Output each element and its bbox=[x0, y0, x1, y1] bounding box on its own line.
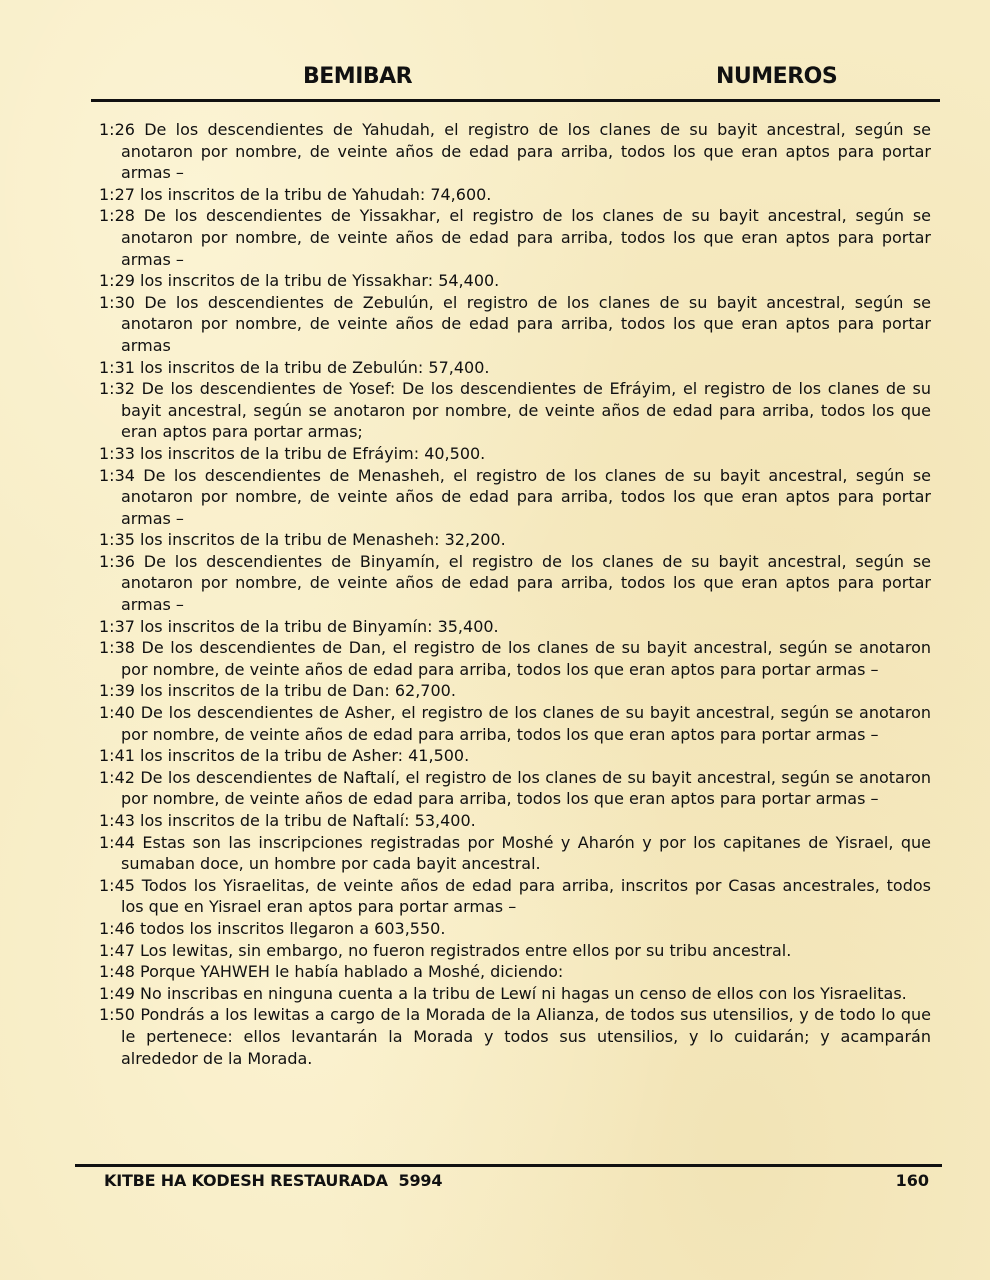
verse-1-31: 1:31 los inscritos de la tribu de Zebulún: 57,400. bbox=[99, 357, 490, 377]
verse-1-34: 1:34 De los descendientes de Menasheh, el registro de los clanes de su bayit ancestral, según se anotaron por nombre, de veinte años de edad para arriba, todos los que eran aptos para portar armas – bbox=[99, 465, 931, 528]
verse-1-39: 1:39 los inscritos de la tribu de Dan: 62,700. bbox=[99, 681, 456, 701]
verse-1-42: 1:42 De los descendientes de Naftalí, el registro de los clanes de su bayit ancestral, según se anotaron por nombre, de veinte años de edad para arriba, todos los que eran aptos para portar armas – bbox=[99, 767, 931, 809]
footer-divider bbox=[75, 1164, 942, 1167]
verse-1-30: 1:30 De los descendientes de Zebulún, el registro de los clanes de su bayit ancestral, según se anotaron por nombre, de veinte años de edad para arriba, todos los que eran aptos para portar armas bbox=[99, 292, 931, 355]
verse-1-33: 1:33 los inscritos de la tribu de Efráyim: 40,500. bbox=[99, 443, 486, 463]
verse-1-32: 1:32 De los descendientes de Yosef: De los descendientes de Efráyim, el registro de los clanes de su bayit ancestral, según se anotaron por nombre, de veinte años de edad para arriba, todos los que eran aptos para portar armas; bbox=[99, 379, 931, 442]
verse-1-35: 1:35 los inscritos de la tribu de Menasheh: 32,200. bbox=[99, 530, 506, 550]
header-divider bbox=[91, 99, 940, 102]
verse-1-27: 1:27 los inscritos de la tribu de Yahudah: 74,600. bbox=[99, 184, 492, 204]
verse-1-37: 1:37 los inscritos de la tribu de Binyamín: 35,400. bbox=[99, 616, 499, 636]
verse-1-28: 1:28 De los descendientes de Yissakhar, el registro de los clanes de su bayit ancestral, según se anotaron por nombre, de veinte años de edad para arriba, todos los que eran aptos para portar armas – bbox=[99, 206, 931, 269]
header-book-title-spanish: NUMEROS bbox=[716, 64, 838, 89]
verse-1-44: 1:44 Estas son las inscripciones registradas por Moshé y Aharón y por los capitanes de Yisrael, que sumaban doce, un hombre por cada bayit ancestral. bbox=[99, 832, 931, 874]
page-number: 160 bbox=[895, 1171, 929, 1190]
verse-1-43: 1:43 los inscritos de la tribu de Naftalí: 53,400. bbox=[99, 811, 476, 830]
verse-1-40: 1:40 De los descendientes de Asher, el registro de los clanes de su bayit ancestral, según se anotaron por nombre, de veinte años de edad para arriba, todos los que eran aptos para portar armas – bbox=[99, 703, 931, 744]
verse-1-47: 1:47 Los lewitas, sin embargo, no fueron registrados entre ellos por su tribu ancestral. bbox=[99, 940, 792, 960]
verse-1-50: 1:50 Pondrás a los lewitas a cargo de la Morada de la Alianza, de todos sus utensilios, y de todo lo que le pertenece: ellos levantarán la Morada y todos sus utensilios, y lo cuidarán; y acamparán alrededor de la Morada. bbox=[99, 1005, 931, 1068]
header-book-title: BEMIBAR bbox=[303, 64, 413, 89]
verse-list bbox=[99, 119, 931, 1069]
verse-1-38: 1:38 De los descendientes de Dan, el registro de los clanes de su bayit ancestral, según se anotaron por nombre, de veinte años de edad para arriba, todos los que eran aptos para portar armas – bbox=[99, 638, 931, 679]
verse-1-46: 1:46 todos los inscritos llegaron a 603,550. bbox=[99, 918, 446, 938]
verse-1-48: 1:48 Porque YAHWEH le había hablado a Moshé, diciendo: bbox=[99, 962, 564, 982]
verse-1-29: 1:29 los inscritos de la tribu de Yissakhar: 54,400. bbox=[99, 271, 500, 291]
footer-book-title: KITBE HA KODESH RESTAURADA 5994 bbox=[104, 1171, 443, 1190]
verse-1-41: 1:41 los inscritos de la tribu de Asher: 41,500. bbox=[99, 746, 470, 766]
verse-1-45: 1:45 Todos los Yisraelitas, de veinte años de edad para arriba, inscritos por Casas ancestrales, todos los que en Yisrael eran aptos para portar armas – bbox=[99, 875, 931, 917]
verse-1-49: 1:49 No inscribas en ninguna cuenta a la tribu de Lewí ni hagas un censo de ellos con los Yisraelitas. bbox=[99, 983, 907, 1003]
verse-1-36: 1:36 De los descendientes de Binyamín, el registro de los clanes de su bayit ancestral, según se anotaron por nombre, de veinte años de edad para arriba, todos los que eran aptos para portar armas – bbox=[99, 551, 931, 615]
verse-1-26: 1:26 De los descendientes de Yahudah, el registro de los clanes de su bayit ancestral, según se anotaron por nombre, de veinte años de edad para arriba, todos los que eran aptos para portar armas – bbox=[99, 120, 931, 183]
